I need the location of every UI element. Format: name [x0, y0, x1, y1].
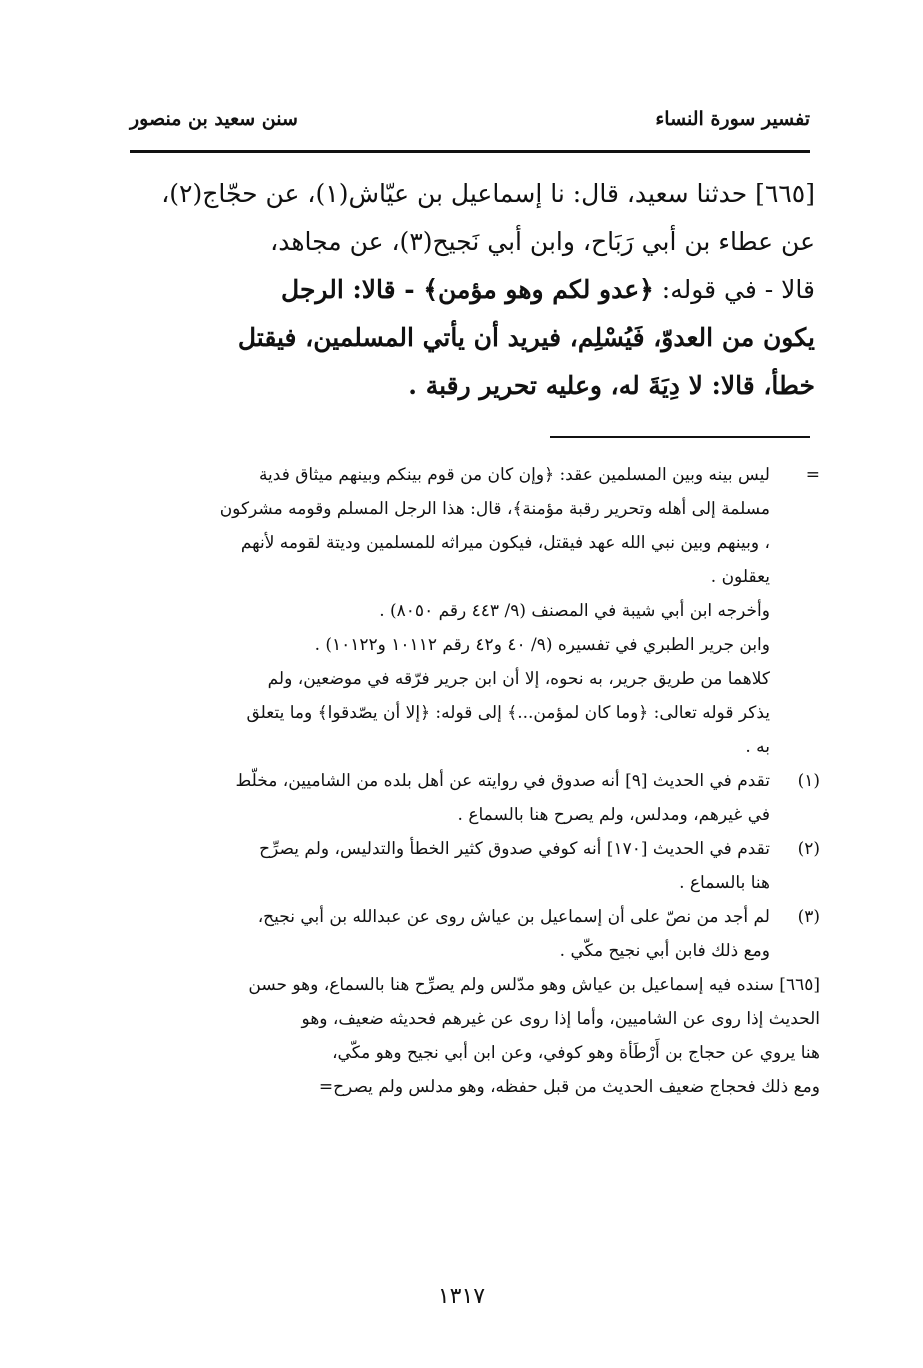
footnote-marker: = [805, 465, 820, 485]
sanad-line: الحديث إذا روى عن الشاميين، وأما إذا روى عن غيرهم فحديثه ضعيف، وهو [301, 1009, 820, 1029]
footnote-2 [115, 832, 820, 900]
footnote-rule [550, 436, 810, 438]
hadith-line [110, 266, 815, 314]
hadith-line: خطأ، قالا: لا دِيَةَ له، وعليه تحرير رقبة . [408, 371, 815, 400]
hadith-line-plain: قالا - في قوله: [653, 275, 815, 304]
footnote-line: وابن جرير الطبري في تفسيره (٩/ ٤٠ و٤٢ رقم ١٠١١٢ و١٠١٢٢) . [314, 635, 770, 655]
page-number: ١٣١٧ [437, 1284, 486, 1309]
footnote-line: ومع ذلك فابن أبي نجيح مكّي . [559, 941, 770, 961]
footnote-line: ، وبينهم وبين نبي الله عهد فيقتل، فيكون ميراثه للمسلمين وديتة لقومه لأنهم [240, 533, 770, 553]
chapter-title: تفسير سورة النساء [655, 108, 810, 130]
footnotes [115, 458, 820, 1104]
footnote-3 [115, 900, 820, 968]
footnote-1 [115, 764, 820, 832]
footnote-line: كلاهما من طريق جرير، به نحوه، إلا أن ابن جرير فرّقه في موضعين، ولم [267, 669, 770, 689]
hadith-line-bold: ﴿عدو لكم وهو مؤمن﴾ - قالا: الرجل [281, 275, 654, 304]
footnote-marker: (١) [797, 771, 820, 791]
hadith-line: عن عطاء بن أبي رَبَاح، وابن أبي نَجيح(٣)، عن مجاهد، [270, 227, 815, 256]
footnote-line: تقدم في الحديث [٩] أنه صدوق في روايته عن أهل بلده من الشاميين، مخلّط [235, 771, 770, 791]
footnote-marker: (٢) [797, 839, 820, 859]
footnote-line: يذكر قوله تعالى: ﴿وما كان لمؤمن...﴾ إلى قوله: ﴿إلا أن يصّدقوا﴾ وما يتعلق [246, 703, 770, 723]
footnote-line: مسلمة إلى أهله وتحرير رقبة مؤمنة﴾، قال: هذا الرجل المسلم وقومه مشركون [219, 499, 770, 519]
footnote-line: ليس بينه وبين المسلمين عقد: ﴿وإن كان من قوم بينكم وبينهم ميثاق فدية [258, 465, 770, 485]
sanad-line: ومع ذلك فحجاج ضعيف الحديث من قبل حفظه، وهو مدلس ولم يصرح= [318, 1077, 820, 1097]
footnote-marker: (٣) [797, 907, 820, 927]
hadith-line: [٦٦٥] حدثنا سعيد، قال: نا إسماعيل بن عيّاش(١)، عن حجّاج(٢)، [161, 179, 815, 208]
running-header [130, 108, 810, 142]
footnote-line: في غيرهم، ومدلس، ولم يصرح هنا بالسماع . [457, 805, 770, 825]
footnote-line: هنا بالسماع . [679, 873, 770, 893]
sanad-line: [٦٦٥] سنده فيه إسماعيل بن عياش وهو مدّلس ولم يصرِّح هنا بالسماع، وهو حسن [248, 975, 820, 995]
header-rule [130, 150, 810, 153]
footnote-line: به . [745, 737, 770, 757]
footnote-line: وأخرجه ابن أبي شيبة في المصنف (٩/ ٤٤٣ رقم ٨٠٥٠) . [379, 601, 770, 621]
hadith-line: يكون من العدوّ، فَيُسْلِم، فيريد أن يأتي المسلمين، فيقتل [237, 323, 815, 352]
sanad-note [115, 968, 820, 1104]
book-title: سنن سعيد بن منصور [130, 108, 298, 130]
footnote-line: لم أجد من نصّ على أن إسماعيل بن عياش روى عن عبدالله بن أبي نجيح، [257, 907, 770, 927]
hadith-text [110, 170, 815, 410]
footnote-line: تقدم في الحديث [١٧٠] أنه كوفي صدوق كثير الخطأ والتدليس، ولم يصرِّح [259, 839, 770, 859]
sanad-line: هنا يروي عن حجاج بن أَرْطَأة وهو كوفي، وعن ابن أبي نجيح وهو مكّي، [332, 1043, 820, 1063]
footnote-continuation [115, 458, 820, 764]
footnote-line: يعقلون . [710, 567, 770, 587]
